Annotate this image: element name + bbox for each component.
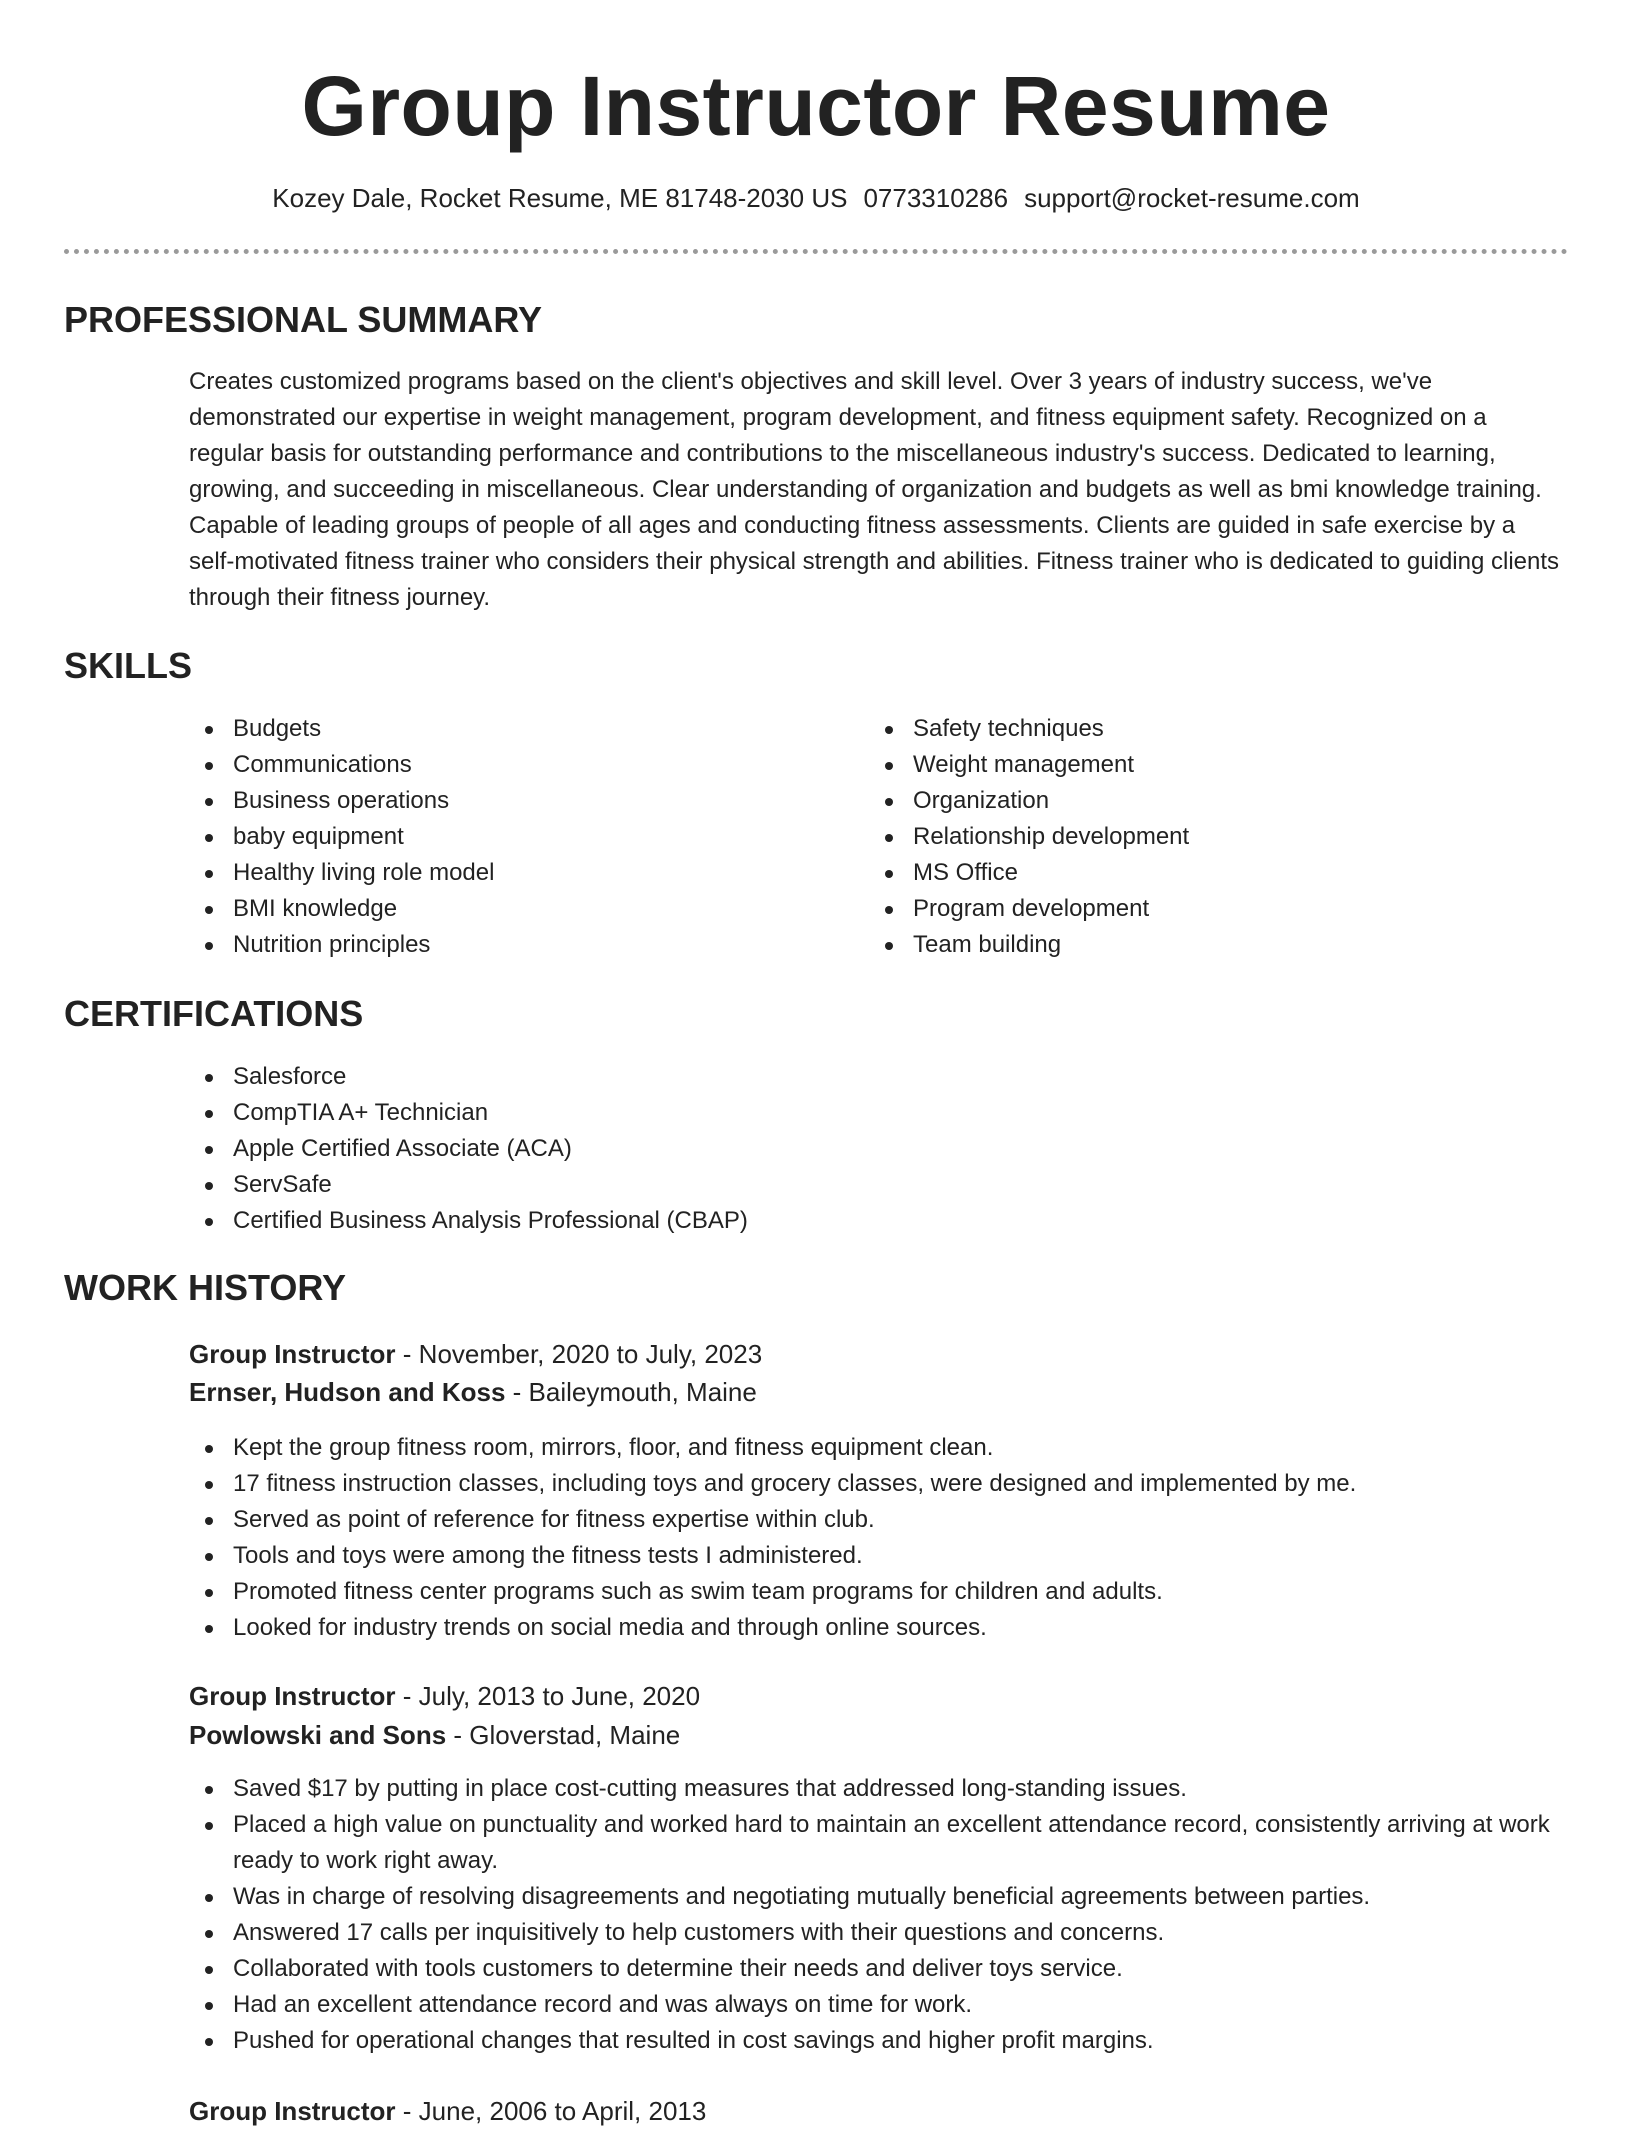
job-bullet: Promoted fitness center programs such as swim team programs for children and adults. [189,1574,1559,1610]
header-divider [64,249,1568,254]
job-dates: - July, 2013 to June, 2020 [395,1681,701,1711]
job-title-line [189,2092,706,2130]
job-bullet: Answered 17 calls per inquisitively to help customers with their questions and concerns. [189,1915,1559,1951]
job-dates: - November, 2020 to July, 2023 [395,1339,763,1369]
skills-heading: SKILLS [64,645,193,686]
job-bullet: Kept the group fitness room, mirrors, floor, and fitness equipment clean. [189,1430,1559,1466]
job-title: Group Instructor [189,2096,396,2126]
contact-address: Kozey Dale, Rocket Resume, ME 81748-2030 US [272,183,848,213]
job-company: Powlowski and Sons [189,1720,447,1750]
certifications-list [189,1059,1559,1239]
skill-item: Relationship development [869,819,1559,855]
skill-item: Weight management [869,747,1559,783]
job-bullet: Looked for industry trends on social media and through online sources. [189,1610,1559,1646]
skill-item: Communications [189,747,829,783]
job-bullet: Had an excellent attendance record and was always on time for work. [189,1987,1559,2023]
job-company-line [189,1373,757,1411]
job-company: Ernser, Hudson and Koss [189,1377,506,1407]
page-title: Group Instructor Resume [301,59,1331,153]
contact-line [0,180,1632,216]
summary-text: Creates customized programs based on the client's objectives and skill level. Over 3 years of industry success, we've demonstrated our expertise in weight management, program development, and fitness equipment safety. Recognized on a regular basis for outstanding performance and contributions to the miscellaneous industry's success. Dedicated to learning, growing, and succeeding in miscellaneous. Clear understanding of organization and budgets as well as bmi knowledge training. Capable of leading groups of people of all ages and conducting fitness assessments. Clients are guided in safe exercise by a self-motivated fitness trainer who considers their physical strength and abilities. Fitness trainer who is dedicated to guiding clients through their fitness journey. [189,368,1560,611]
skill-item: Budgets [189,711,829,747]
skill-item: Program development [869,891,1559,927]
work-history-heading: WORK HISTORY [64,1267,347,1308]
skill-item: baby equipment [189,819,829,855]
skill-item: Organization [869,783,1559,819]
certification-item: Apple Certified Associate (ACA) [189,1131,1559,1167]
job-title-line [189,1677,700,1715]
certification-item: Certified Business Analysis Professional (CBAP) [189,1203,1559,1239]
certification-item: ServSafe [189,1167,1559,1203]
contact-phone: 0773310286 [863,183,1009,213]
job-location: - Baileymouth, Maine [505,1377,757,1407]
skills-list-right [869,711,1559,963]
job-title: Group Instructor [189,1681,396,1711]
certification-item: CompTIA A+ Technician [189,1095,1559,1131]
skill-item: Team building [869,927,1559,963]
job-title-line [189,1335,762,1373]
skill-item: Nutrition principles [189,927,829,963]
certifications-heading: CERTIFICATIONS [64,993,364,1034]
certification-item: Salesforce [189,1059,1559,1095]
job-bullets [189,1771,1559,2059]
skills-list-left [189,711,829,963]
contact-email: support@rocket-resume.com [1024,183,1360,213]
job-bullet: 17 fitness instruction classes, including toys and grocery classes, were designed and implemented by me. [189,1466,1559,1502]
skill-item: MS Office [869,855,1559,891]
summary-heading: PROFESSIONAL SUMMARY [64,299,543,340]
skill-item: Business operations [189,783,829,819]
job-bullet: Was in charge of resolving disagreements and negotiating mutually beneficial agreements between parties. [189,1879,1559,1915]
job-bullet: Tools and toys were among the fitness tests I administered. [189,1538,1559,1574]
job-bullet: Placed a high value on punctuality and worked hard to maintain an excellent attendance record, consistently arriving at work ready to work right away. [189,1807,1559,1879]
job-bullet: Served as point of reference for fitness expertise within club. [189,1502,1559,1538]
skill-item: Safety techniques [869,711,1559,747]
job-bullet: Collaborated with tools customers to determine their needs and deliver toys service. [189,1951,1559,1987]
job-dates: - June, 2006 to April, 2013 [395,2096,707,2126]
job-bullet: Saved $17 by putting in place cost-cutting measures that addressed long-standing issues. [189,1771,1559,1807]
job-location: - Gloverstad, Maine [446,1720,681,1750]
skill-item: Healthy living role model [189,855,829,891]
job-title: Group Instructor [189,1339,396,1369]
job-bullets [189,1430,1559,1646]
job-company-line [189,1716,680,1754]
skill-item: BMI knowledge [189,891,829,927]
job-bullet: Pushed for operational changes that resulted in cost savings and higher profit margins. [189,2023,1559,2059]
